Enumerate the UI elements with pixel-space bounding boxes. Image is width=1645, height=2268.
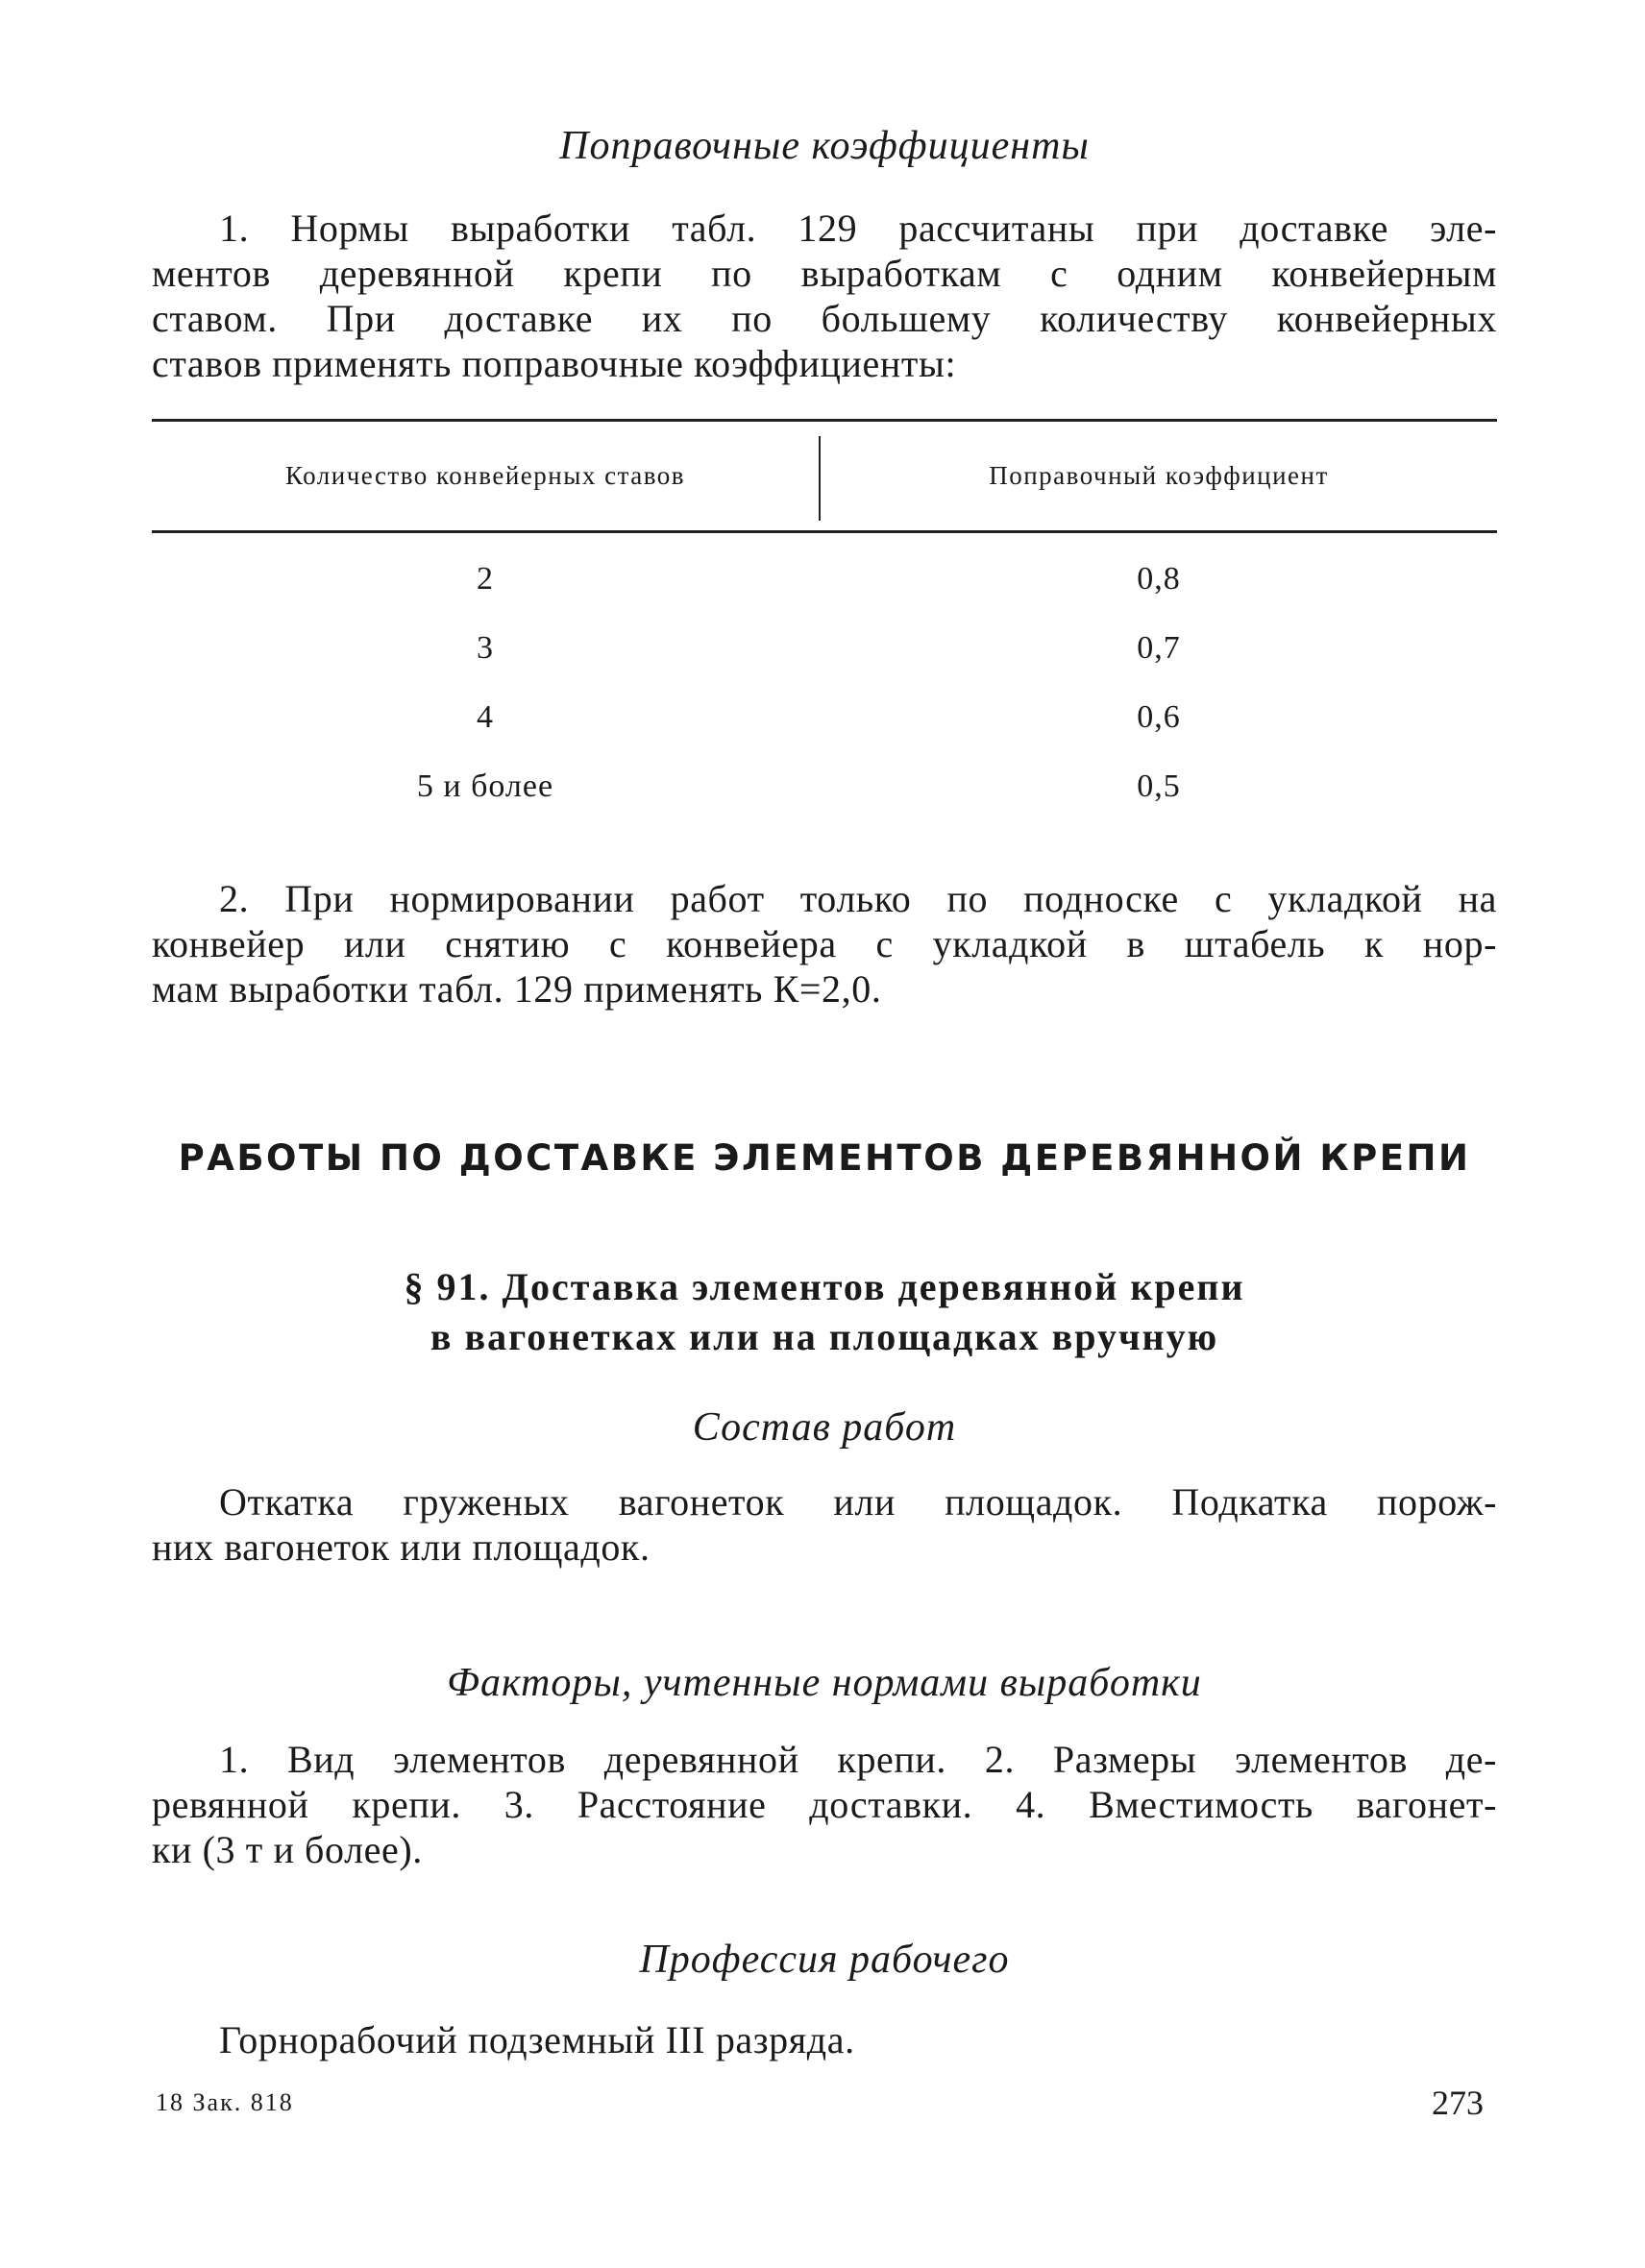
factors-text <box>152 1737 1497 1872</box>
correction-coefficients-heading: Поправочные коэффициенты <box>559 124 1090 168</box>
table-row <box>152 768 1497 817</box>
table-top-rule <box>152 419 1497 422</box>
table-cell-coefficient: 0,8 <box>1137 561 1181 597</box>
table-cell-coefficient: 0,5 <box>1137 768 1181 804</box>
table-header-coefficient: Поправочный коэффициент <box>989 461 1329 490</box>
paragraph-91-title-line: в вагонетках или на площадках вручную <box>430 1315 1219 1358</box>
text-line: ставом. При доставке их по большему количеству конвейерных <box>152 297 1497 340</box>
paragraph-91-title <box>152 1262 1497 1362</box>
paragraph-k-coefficient <box>152 876 1497 1012</box>
paragraph-91-title-line: § 91. Доставка элементов деревянной крепи <box>404 1265 1245 1308</box>
table-cell-conveyor-count: 5 и более <box>416 768 554 804</box>
worker-profession-heading: Профессия рабочего <box>639 1938 1010 1982</box>
footer-order-number: 18 Зак. 818 <box>156 2088 294 2116</box>
text-line: ки (3 т и более). <box>152 1828 423 1871</box>
text-line: 2. При нормировании работ только по подноске с укладкой на <box>219 877 1497 920</box>
text-line: Откатка груженых вагонеток или площадок. Подкатка порож- <box>219 1480 1497 1524</box>
paragraph-norms-table-129 <box>152 206 1497 386</box>
text-line: мам выработки табл. 129 применять К=2,0. <box>152 967 882 1011</box>
table-cell-conveyor-count: 2 <box>477 561 494 597</box>
table-row <box>152 630 1497 678</box>
table-cell-conveyor-count: 3 <box>477 630 494 666</box>
table-cell-coefficient: 0,6 <box>1137 699 1181 735</box>
text-line: ментов деревянной крепи по выработкам с одним конвейерным <box>152 252 1497 295</box>
factors-heading: Факторы, учтенные нормами выработки <box>447 1661 1202 1705</box>
table-header-conveyor-count: Количество конвейерных ставов <box>284 461 685 490</box>
work-composition-heading: Состав работ <box>692 1405 957 1450</box>
table-header-rule <box>152 530 1497 533</box>
text-line: них вагонеток или площадок. <box>152 1525 651 1569</box>
table-cell-conveyor-count: 4 <box>477 699 494 735</box>
text-line: конвейер или снятию с конвейера с укладкой в штабель к нор- <box>152 922 1497 965</box>
table-row <box>152 561 1497 609</box>
worker-profession-text <box>152 2017 1497 2062</box>
text-line: Горнорабочий подземный III разряда. <box>219 2018 855 2061</box>
text-line: ревянной крепи. 3. Расстояние доставки. 4. Вместимость вагонет- <box>152 1783 1497 1826</box>
page-number: 273 <box>1432 2084 1484 2122</box>
text-line: 1. Вид элементов деревянной крепи. 2. Размеры элементов де- <box>219 1738 1497 1781</box>
section-title-caps: РАБОТЫ ПО ДОСТАВКЕ ЭЛЕМЕНТОВ ДЕРЕВЯННОЙ КРЕПИ <box>178 1137 1471 1179</box>
table-cell-coefficient: 0,7 <box>1137 630 1181 666</box>
text-line: ставов применять поправочные коэффициенты: <box>152 342 957 385</box>
work-composition-text <box>152 1479 1497 1570</box>
table-row <box>152 699 1497 747</box>
text-line: 1. Нормы выработки табл. 129 рассчитаны при доставке эле- <box>219 207 1497 250</box>
